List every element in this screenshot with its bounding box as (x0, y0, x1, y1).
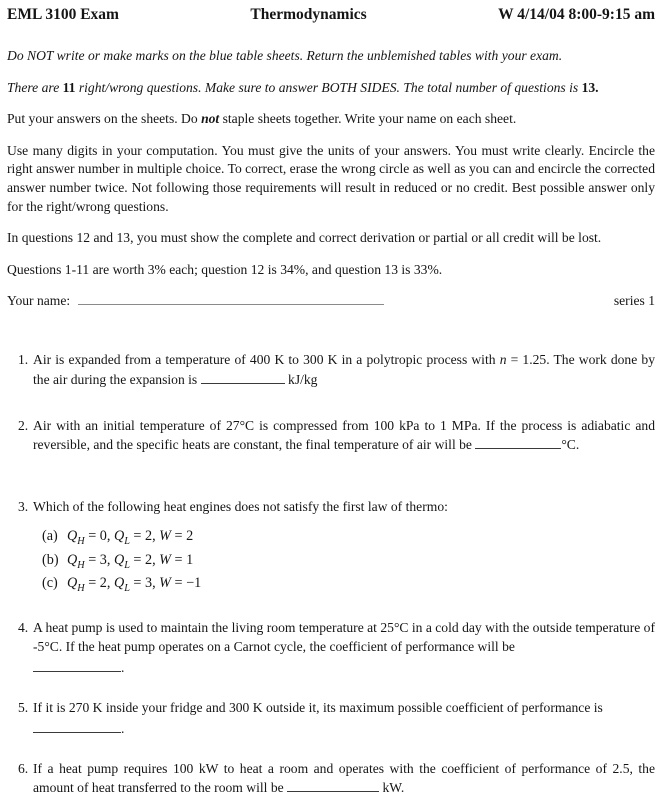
answer-blank-line (33, 660, 121, 672)
option-a-text: $Q_H = 0$, $Q_L = 2$, W = 2 (67, 528, 194, 548)
name-row (7, 292, 655, 310)
question-4-body (33, 618, 655, 678)
question-1 (7, 350, 655, 389)
question-3 (7, 497, 655, 596)
question-2 (7, 416, 655, 455)
exam-datetime: W 4/14/04 8:00-9:15 am (498, 6, 655, 23)
question-6-text: If a heat pump requires 100 kW to heat a room and operates with the coefficient of performance of 2.5, the amount of heat transferred to the room will be kW. (33, 760, 655, 796)
answer-blank-line (287, 780, 379, 792)
exam-header (7, 5, 655, 24)
instruction-point-values: Questions 1-11 are worth 3% each; question 12 is 34%, and question 13 is 33%. (7, 261, 443, 277)
question-5-text: If it is 270 K inside your fridge and 300 K outside it, its maximum possible coefficient of performance is (33, 700, 603, 715)
instruction-answer-sheets: Put your answers on the sheets. Do not staple sheets together. Write your name on each sheet. (7, 111, 517, 127)
question-4 (7, 618, 655, 678)
question-3-body (33, 497, 655, 596)
question-5-body (33, 698, 655, 739)
question-5 (7, 698, 655, 739)
option-b-label: (b) (42, 551, 59, 568)
option-c-text: $Q_H = 2$, $Q_L = 3$, W = −1 (67, 575, 202, 595)
question-4-number: 4. (18, 619, 29, 635)
instruction-question-count: There are 11 right/wrong questions. Make sure to answer BOTH SIDES. The total number of questions is 13. (7, 79, 599, 95)
question-4-answer-blank: . (33, 657, 655, 678)
series-label: series 1 (613, 293, 655, 309)
question-1-text: Air is expanded from a temperature of 400 K to 300 K in a polytropic process with n = 1.25. The work done by the air during the expansion is kJ/kg (33, 352, 655, 387)
question-2-text: Air with an initial temperature of 27°C is compressed from 100 kPa to 1 MPa. If the process is adiabatic and reversible, and the specific heats are constant, the final temperature of air will be °C. (33, 417, 655, 453)
question-3-options (33, 525, 655, 596)
option-a-label: (a) (42, 528, 58, 545)
option-b-text: $Q_H = 3$, $Q_L = 2$, W = 1 (67, 551, 194, 571)
question-5-number: 5. (18, 700, 29, 715)
option-c-label: (c) (42, 575, 58, 592)
question-2-number: 2. (18, 417, 29, 433)
question-list (7, 350, 655, 797)
option-b (33, 549, 655, 573)
question-5-answer-blank: . (33, 718, 655, 739)
instruction-computation-rules: Use many digits in your computation. You must give the units of your answers. You must write clearly. Encircle the right answer number in multiple choice. To correct, erase the wrong circle as well as you can and encircle the corrected answer number twice. Not following those requirements will result in reduced or no credit. Best possible answer only for the right/wrong questions. (7, 142, 655, 214)
question-1-number: 1. (18, 352, 29, 368)
question-6 (7, 759, 655, 798)
instruction-blue-tables: Do NOT write or make marks on the blue table sheets. Return the unblemished tables with your exam. (7, 48, 563, 63)
answer-blank-line (475, 437, 561, 449)
name-blank-line (78, 294, 384, 305)
answer-blank-line (201, 372, 285, 384)
option-c (33, 572, 655, 596)
option-a (33, 525, 655, 549)
instruction-derivation-credit: In questions 12 and 13, you must show the complete and correct derivation or partial or all credit will be lost. (7, 230, 602, 246)
question-3-text: Which of the following heat engines does not satisfy the first law of thermo: (33, 498, 448, 514)
question-6-number: 6. (18, 760, 29, 776)
question-4-text: A heat pump is used to maintain the living room temperature at 25°C in a cold day with the outside temperature of -5°C. If the heat pump operates on a Carnot cycle, the coefficient of performance will be (33, 619, 655, 655)
question-3-number: 3. (18, 498, 29, 514)
exam-subject: Thermodynamics (250, 6, 367, 23)
name-label: Your name: (7, 293, 71, 309)
course-code: EML 3100 Exam (7, 6, 119, 23)
answer-blank-line (33, 721, 121, 733)
